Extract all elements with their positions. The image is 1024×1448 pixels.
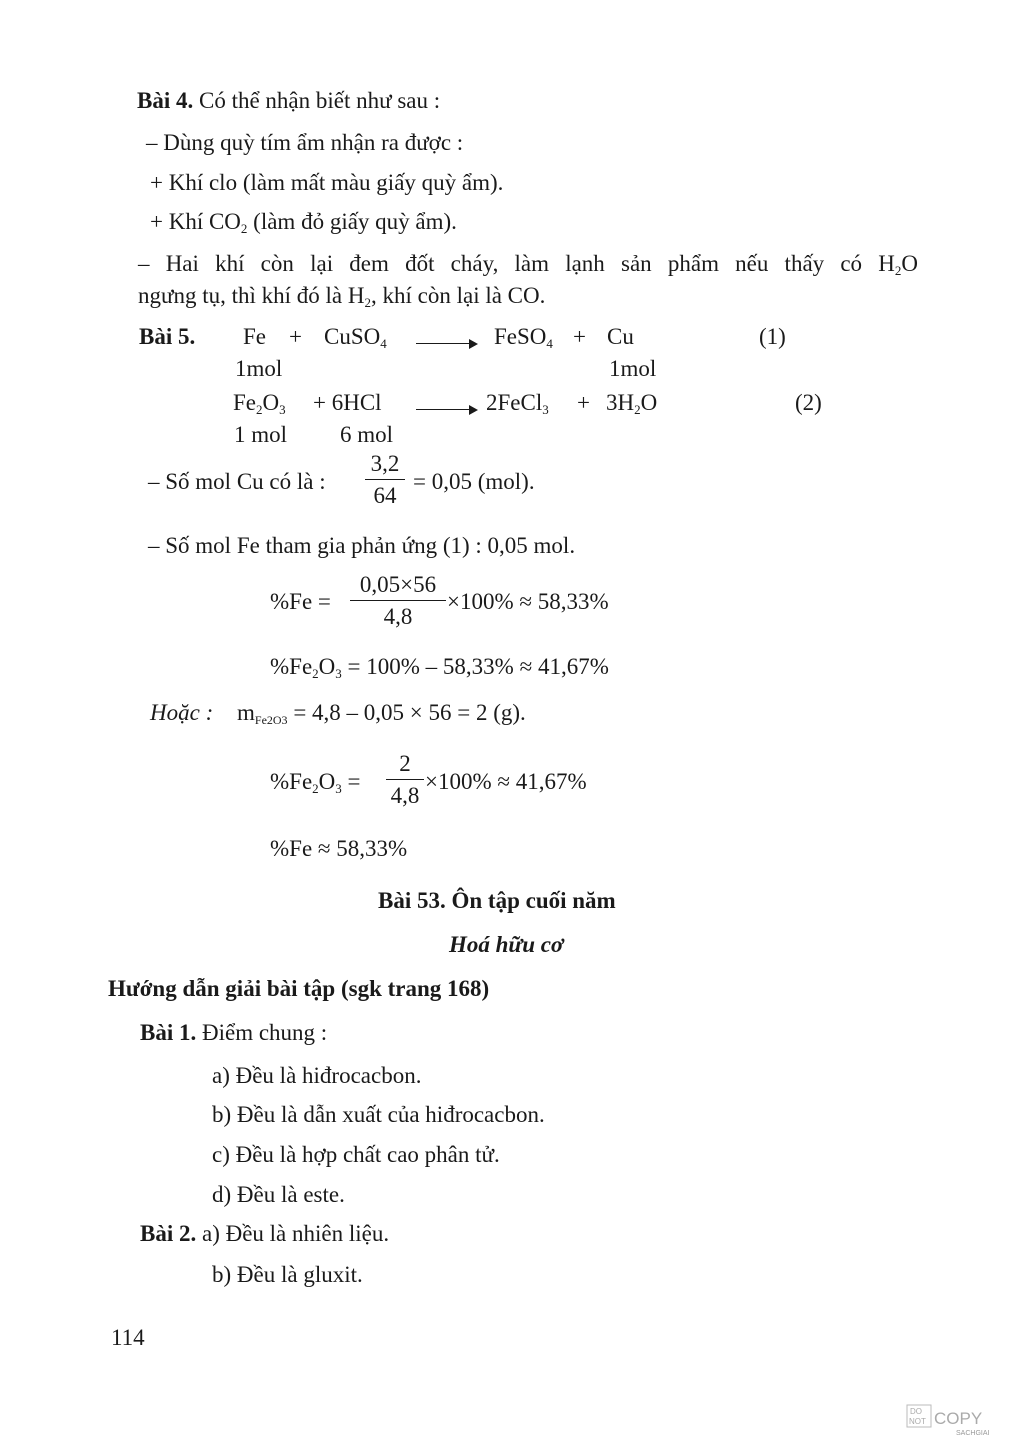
pfe-left: %Fe = xyxy=(270,589,331,614)
eq2-p1: 2FeCl$_3$ xyxy=(486,390,549,417)
fe-line: – Số mol Fe tham gia phản ứng (1) : 0,05 mol. xyxy=(148,533,576,558)
bai2-heading xyxy=(140,1222,389,1245)
hoac-label: Hoặc : xyxy=(150,700,214,725)
eq2-plus2: + xyxy=(577,390,590,415)
eq1-mol-b: 1mol xyxy=(609,356,657,381)
pfe-right: ×100% ≈ 58,33% xyxy=(447,589,609,614)
guide-heading: Hướng dẫn giải bài tập (sgk trang 168) xyxy=(108,976,490,1001)
svg-text:SACHGIAI: SACHGIAI xyxy=(956,1430,990,1437)
reaction-arrow-icon xyxy=(416,339,478,349)
eq2-mol-b: 6 mol xyxy=(340,422,394,447)
p2-right: ×100% ≈ 41,67% xyxy=(425,769,587,794)
fraction-bar xyxy=(365,479,405,480)
p2-fraction xyxy=(386,752,424,807)
eq2-number: (2) xyxy=(795,390,822,415)
reaction-arrow-icon xyxy=(416,405,478,415)
bai2-a: a) Đều là nhiên liệu. xyxy=(201,1221,390,1246)
fraction-bar xyxy=(386,779,424,780)
eq1-r2: CuSO$_4$ xyxy=(324,324,387,351)
svg-text:DO: DO xyxy=(910,1407,922,1416)
cu-result: = 0,05 (mol). xyxy=(413,469,535,494)
bai2-title: Bài 2. xyxy=(140,1221,197,1246)
eq1-p2: Cu xyxy=(607,324,634,349)
eq1-arrow xyxy=(416,330,478,353)
bai1-title: Bài 1. xyxy=(140,1020,197,1045)
bai4-line5: ngưng tụ, thì khí đó là $H_2$, khí còn lại là CO. xyxy=(138,283,546,310)
p2-left: $\%Fe_2O_3$ = xyxy=(270,769,361,796)
svg-text:COPY: COPY xyxy=(934,1409,983,1428)
eq2-plus1: + 6HCl xyxy=(313,390,382,415)
bai4-heading xyxy=(137,89,440,112)
cu-prefix: – Số mol Cu có là : xyxy=(148,469,326,494)
watermark-logo xyxy=(906,1404,1006,1438)
pfe-fraction xyxy=(350,573,446,628)
bai4-line1: – Dùng quỳ tím ẩm nhận ra được : xyxy=(146,130,464,155)
bai2-b: b) Đều là gluxit. xyxy=(212,1262,363,1287)
p2-denominator: 4,8 xyxy=(390,783,420,808)
section-title: Bài 53. Ôn tập cuối năm xyxy=(378,888,616,913)
pfe2o3-line: $\%Fe_2O_3 = 100\% - 58,33\% \approx 41,67\%$ xyxy=(270,654,609,681)
eq2-r1: $Fe_2O_3$ xyxy=(233,390,286,417)
cu-numerator: 3,2 xyxy=(370,451,400,476)
bai1-intro: Điểm chung : xyxy=(201,1020,328,1045)
eq1-plus2: + xyxy=(573,324,586,349)
section-subtitle: Hoá hữu cơ xyxy=(449,932,564,957)
copy-stamp-icon xyxy=(906,1404,1006,1438)
eq1-mol-a: 1mol xyxy=(235,356,283,381)
bai1-d: d) Đều là este. xyxy=(212,1182,345,1207)
cu-fraction xyxy=(365,452,405,507)
p2-numerator: 2 xyxy=(399,751,411,776)
bai1-b: b) Đều là dẫn xuất của hiđrocacbon. xyxy=(212,1102,545,1127)
pfe-final: %Fe ≈ 58,33% xyxy=(270,836,408,861)
eq1-plus1: + xyxy=(289,324,302,349)
bai4-line3: + Khí $CO_2$ (làm đỏ giấy quỳ ẩm). xyxy=(150,209,457,236)
eq1-p1: FeSO$_4$ xyxy=(494,324,553,351)
bai4-intro: Có thể nhận biết như sau : xyxy=(198,88,441,113)
bai4-line4: – Hai khí còn lại đem đốt cháy, làm lạnh sản phẩm nếu thấy có $H_2O$ xyxy=(138,251,918,278)
bai1-c: c) Đều là hợp chất cao phân tử. xyxy=(212,1142,500,1167)
eq2-mol-a: 1 mol xyxy=(234,422,288,447)
svg-text:NOT: NOT xyxy=(909,1417,926,1426)
eq2-p2: $3H_2O$ xyxy=(606,390,658,417)
fraction-bar xyxy=(350,600,446,601)
pfe-denominator: 4,8 xyxy=(383,604,413,629)
bai1-heading xyxy=(140,1021,327,1044)
bai4-line2: + Khí clo (làm mất màu giấy quỳ ẩm). xyxy=(150,170,504,195)
bai5-title: Bài 5. xyxy=(139,324,196,349)
mass-line: $m_{Fe2O3} = 4,8 - 0,05 \times 56 = 2$ (g). xyxy=(237,700,526,727)
bai1-a: a) Đều là hiđrocacbon. xyxy=(212,1063,422,1088)
bai4-title: Bài 4. xyxy=(137,88,194,113)
cu-denominator: 64 xyxy=(373,483,397,508)
pfe-numerator: 0,05×56 xyxy=(359,572,437,597)
page-number: 114 xyxy=(111,1325,145,1350)
eq1-number: (1) xyxy=(759,324,786,349)
eq1-r1: Fe xyxy=(243,324,266,349)
eq2-arrow xyxy=(416,396,478,419)
